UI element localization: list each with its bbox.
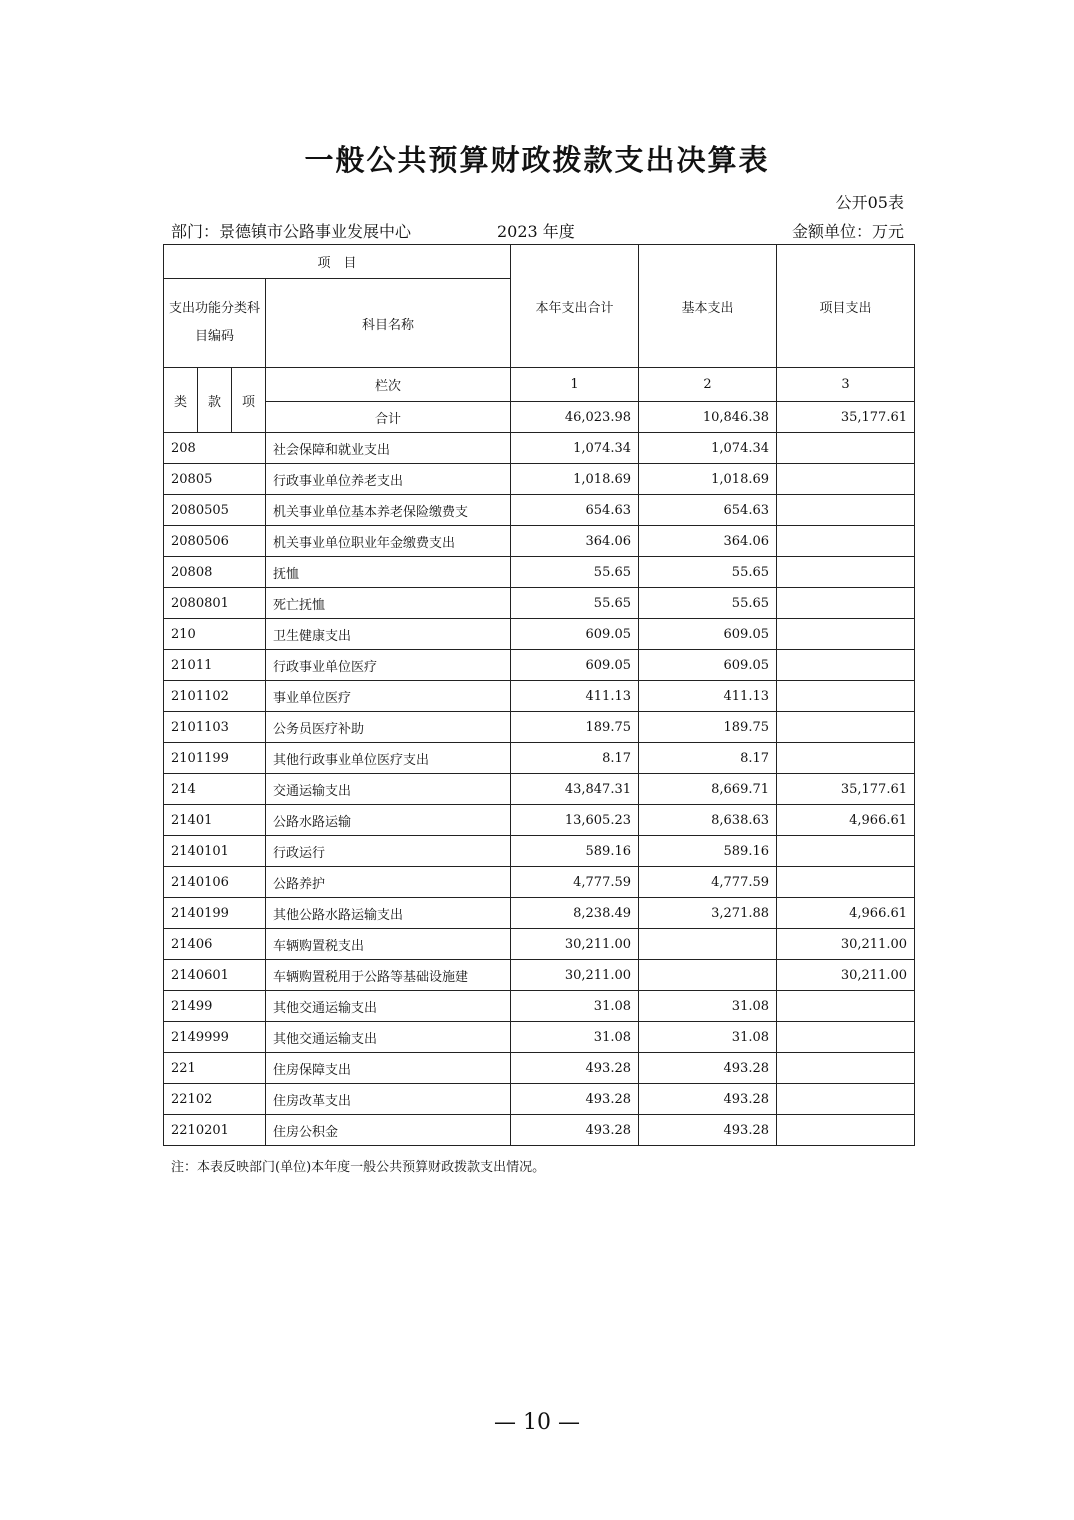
row-code: 21406 (164, 929, 266, 960)
code-header: 支出功能分类科目编码 (164, 279, 266, 368)
row-code: 214 (164, 774, 266, 805)
row-basic: 609.05 (639, 619, 777, 650)
row-code: 21499 (164, 991, 266, 1022)
row-project (777, 743, 915, 774)
row-name: 其他行政事业单位医疗支出 (266, 743, 511, 774)
table-row (164, 805, 915, 836)
total-project-amount: 35,177.61 (777, 402, 915, 433)
table-row (164, 712, 915, 743)
row-code: 20805 (164, 464, 266, 495)
row-project (777, 1022, 915, 1053)
row-basic: 654.63 (639, 495, 777, 526)
row-name: 卫生健康支出 (266, 619, 511, 650)
total-label: 合计 (266, 402, 511, 433)
row-total: 411.13 (511, 681, 639, 712)
row-total: 31.08 (511, 991, 639, 1022)
table-row (164, 526, 915, 557)
row-code: 21401 (164, 805, 266, 836)
row-total: 589.16 (511, 836, 639, 867)
row-basic: 609.05 (639, 650, 777, 681)
table-row (164, 1115, 915, 1146)
row-basic: 493.28 (639, 1115, 777, 1146)
row-code: 2101103 (164, 712, 266, 743)
table-row (164, 619, 915, 650)
row-code: 221 (164, 1053, 266, 1084)
row-code: 20808 (164, 557, 266, 588)
row-basic: 8,638.63 (639, 805, 777, 836)
row-total: 654.63 (511, 495, 639, 526)
row-project (777, 433, 915, 464)
table-row (164, 836, 915, 867)
row-basic: 55.65 (639, 588, 777, 619)
row-name: 住房公积金 (266, 1115, 511, 1146)
table-row (164, 929, 915, 960)
row-code: 2140106 (164, 867, 266, 898)
row-name: 社会保障和就业支出 (266, 433, 511, 464)
row-total: 609.05 (511, 650, 639, 681)
row-basic: 589.16 (639, 836, 777, 867)
department-label: 部门：景德镇市公路事业发展中心 (171, 222, 412, 241)
table-row (164, 898, 915, 929)
table-row (164, 960, 915, 991)
row-project (777, 1084, 915, 1115)
row-code: 22102 (164, 1084, 266, 1115)
row-basic: 493.28 (639, 1084, 777, 1115)
row-total: 1,074.34 (511, 433, 639, 464)
row-total: 1,018.69 (511, 464, 639, 495)
row-basic: 8.17 (639, 743, 777, 774)
row-code: 2101199 (164, 743, 266, 774)
row-code: 208 (164, 433, 266, 464)
row-total: 30,211.00 (511, 929, 639, 960)
row-code: 21011 (164, 650, 266, 681)
row-code: 2101102 (164, 681, 266, 712)
row-basic: 3,271.88 (639, 898, 777, 929)
document-title: 一般公共预算财政拨款支出决算表 (304, 143, 770, 177)
row-basic: 8,669.71 (639, 774, 777, 805)
total-basic-amount: 10,846.38 (639, 402, 777, 433)
budget-expenditure-table (163, 244, 915, 1146)
row-total: 31.08 (511, 1022, 639, 1053)
row-project (777, 1115, 915, 1146)
row-project (777, 1053, 915, 1084)
row-project (777, 991, 915, 1022)
row-code: 2140601 (164, 960, 266, 991)
row-total: 493.28 (511, 1053, 639, 1084)
row-name: 其他交通运输支出 (266, 991, 511, 1022)
page-number: — 10 — (494, 1410, 580, 1435)
row-name: 住房保障支出 (266, 1053, 511, 1084)
row-name: 交通运输支出 (266, 774, 511, 805)
table-row (164, 743, 915, 774)
table-row (164, 1053, 915, 1084)
row-total: 55.65 (511, 588, 639, 619)
row-name: 行政事业单位养老支出 (266, 464, 511, 495)
row-project: 30,211.00 (777, 960, 915, 991)
row-name: 住房改革支出 (266, 1084, 511, 1115)
table-row (164, 433, 915, 464)
row-total: 493.28 (511, 1115, 639, 1146)
row-code: 210 (164, 619, 266, 650)
row-project: 4,966.61 (777, 805, 915, 836)
row-code: 2080506 (164, 526, 266, 557)
kuan-header: 款 (198, 368, 232, 433)
row-code: 2080505 (164, 495, 266, 526)
row-total: 13,605.23 (511, 805, 639, 836)
row-total: 493.28 (511, 1084, 639, 1115)
lanci-label: 栏次 (266, 368, 511, 402)
fiscal-year: 2023 年度 (497, 222, 575, 241)
row-name: 事业单位医疗 (266, 681, 511, 712)
row-basic: 1,018.69 (639, 464, 777, 495)
row-total: 364.06 (511, 526, 639, 557)
name-header: 科目名称 (266, 279, 511, 368)
table-row (164, 681, 915, 712)
lei-header: 类 (164, 368, 198, 433)
row-basic: 1,074.34 (639, 433, 777, 464)
lanci-1: 1 (511, 368, 639, 402)
table-row (164, 1084, 915, 1115)
row-project (777, 619, 915, 650)
table-row (164, 464, 915, 495)
row-total: 609.05 (511, 619, 639, 650)
row-name: 抚恤 (266, 557, 511, 588)
row-code: 2210201 (164, 1115, 266, 1146)
table-row (164, 1022, 915, 1053)
row-total: 43,847.31 (511, 774, 639, 805)
row-basic (639, 929, 777, 960)
table-row (164, 867, 915, 898)
row-basic: 55.65 (639, 557, 777, 588)
table-row (164, 557, 915, 588)
row-total: 8.17 (511, 743, 639, 774)
table-row (164, 650, 915, 681)
xiang-header: 项 (232, 368, 266, 433)
row-project (777, 867, 915, 898)
table-code: 公开05表 (835, 193, 904, 212)
row-project (777, 588, 915, 619)
row-name: 公路养护 (266, 867, 511, 898)
lanci-2: 2 (639, 368, 777, 402)
row-project: 30,211.00 (777, 929, 915, 960)
row-name: 其他公路水路运输支出 (266, 898, 511, 929)
row-name: 死亡抚恤 (266, 588, 511, 619)
row-basic: 189.75 (639, 712, 777, 743)
row-code: 2140199 (164, 898, 266, 929)
row-project (777, 681, 915, 712)
lanci-3: 3 (777, 368, 915, 402)
row-basic: 493.28 (639, 1053, 777, 1084)
row-name: 公路水路运输 (266, 805, 511, 836)
row-name: 车辆购置税用于公路等基础设施建 (266, 960, 511, 991)
row-name: 行政事业单位医疗 (266, 650, 511, 681)
row-project: 35,177.61 (777, 774, 915, 805)
row-code: 2080801 (164, 588, 266, 619)
row-basic: 4,777.59 (639, 867, 777, 898)
row-code: 2140101 (164, 836, 266, 867)
row-basic: 31.08 (639, 1022, 777, 1053)
row-project (777, 464, 915, 495)
col-basic-header: 基本支出 (639, 245, 777, 368)
col-total-header: 本年支出合计 (511, 245, 639, 368)
table-row (164, 495, 915, 526)
row-project (777, 650, 915, 681)
row-project (777, 495, 915, 526)
project-header: 项 目 (164, 245, 511, 279)
row-basic (639, 960, 777, 991)
row-total: 4,777.59 (511, 867, 639, 898)
row-project: 4,966.61 (777, 898, 915, 929)
row-name: 公务员医疗补助 (266, 712, 511, 743)
row-name: 其他交通运输支出 (266, 1022, 511, 1053)
table-row (164, 588, 915, 619)
row-basic: 411.13 (639, 681, 777, 712)
row-project (777, 836, 915, 867)
table-row (164, 991, 915, 1022)
table-note: 注：本表反映部门(单位)本年度一般公共预算财政拨款支出情况。 (171, 1160, 546, 1175)
row-project (777, 557, 915, 588)
table-row (164, 774, 915, 805)
row-basic: 364.06 (639, 526, 777, 557)
amount-unit: 金额单位：万元 (791, 222, 904, 241)
row-name: 行政运行 (266, 836, 511, 867)
row-total: 55.65 (511, 557, 639, 588)
col-project-header: 项目支出 (777, 245, 915, 368)
total-amount: 46,023.98 (511, 402, 639, 433)
row-total: 8,238.49 (511, 898, 639, 929)
row-basic: 31.08 (639, 991, 777, 1022)
row-project (777, 526, 915, 557)
row-project (777, 712, 915, 743)
row-total: 189.75 (511, 712, 639, 743)
row-code: 2149999 (164, 1022, 266, 1053)
row-name: 车辆购置税支出 (266, 929, 511, 960)
row-total: 30,211.00 (511, 960, 639, 991)
row-name: 机关事业单位职业年金缴费支出 (266, 526, 511, 557)
row-name: 机关事业单位基本养老保险缴费支 (266, 495, 511, 526)
